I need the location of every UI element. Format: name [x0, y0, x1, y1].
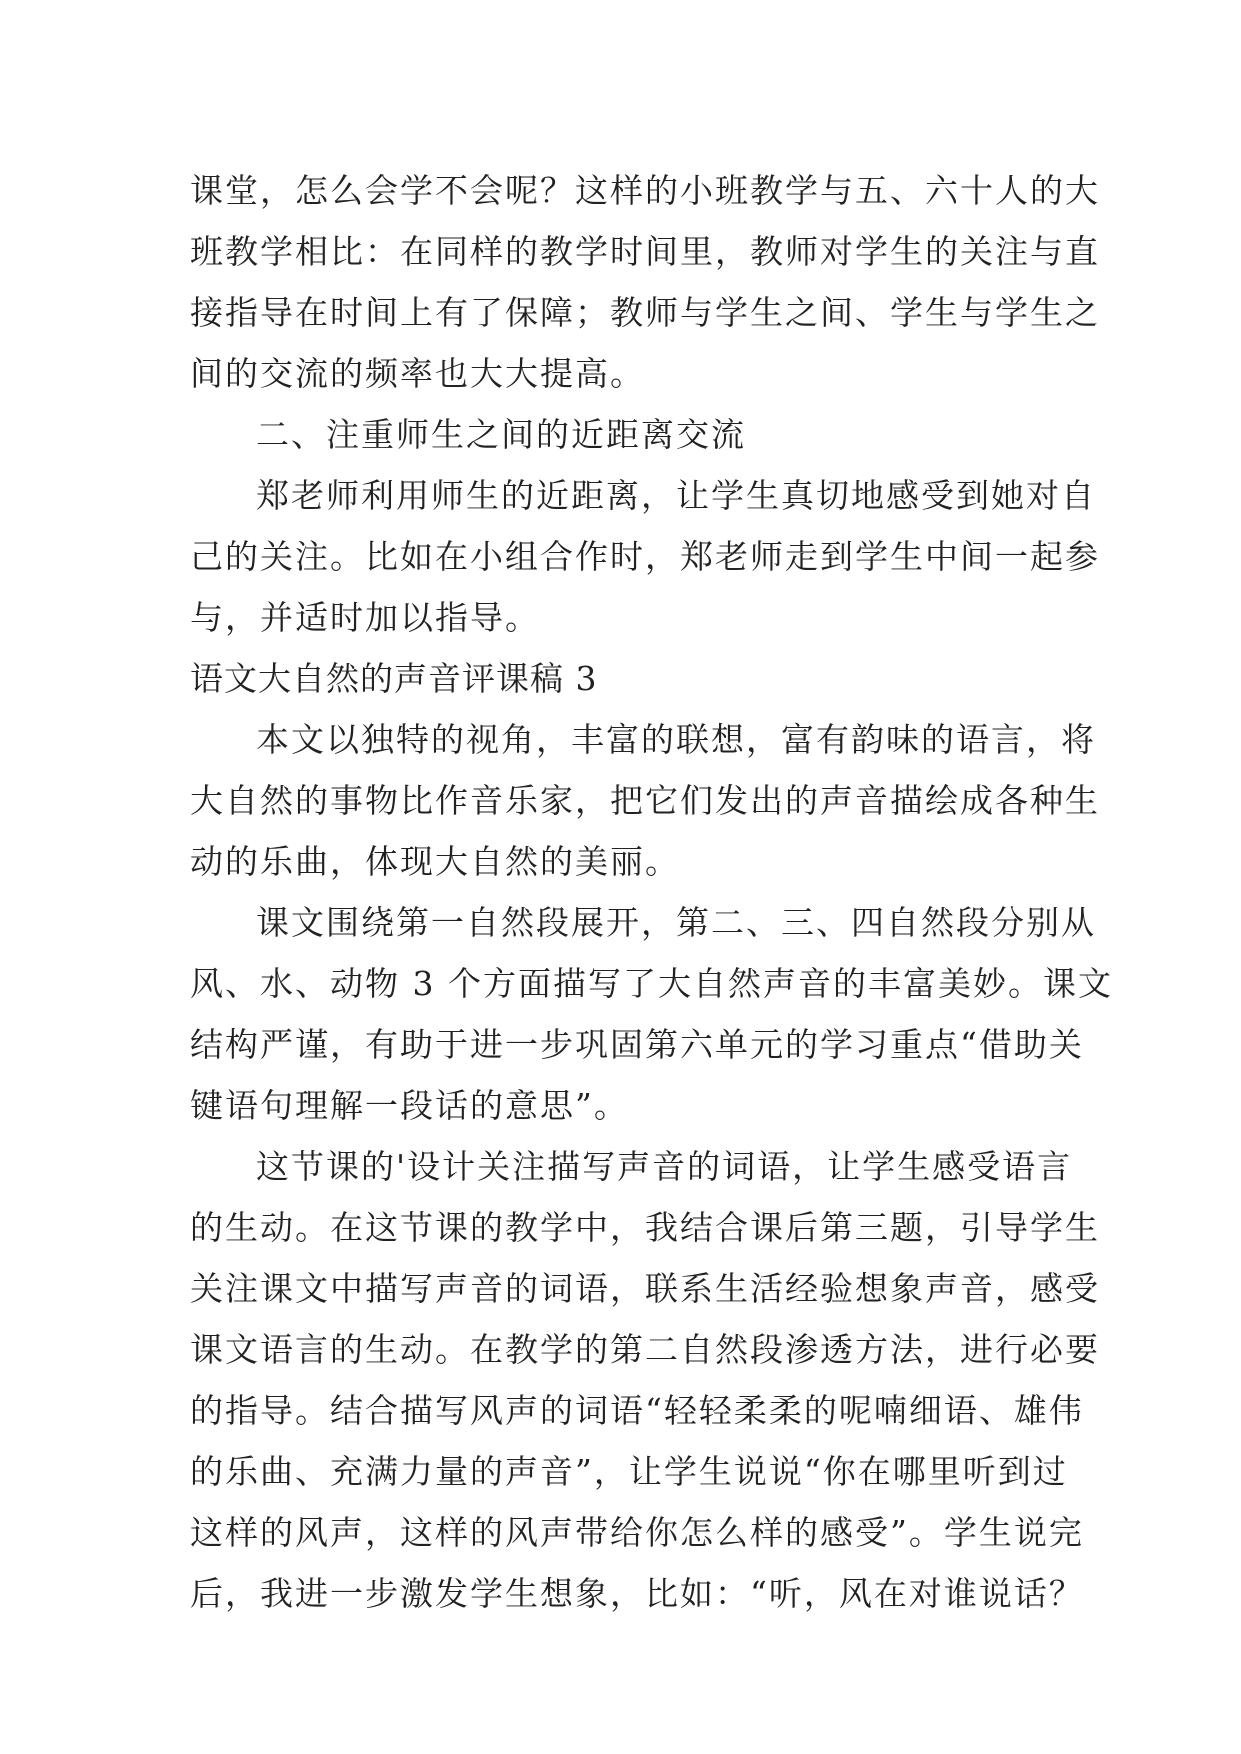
text-line: 结构严谨，有助于进一步巩固第六单元的学习重点“借助关	[190, 1025, 1084, 1064]
document-page	[190, 160, 1113, 1624]
text-line: 接指导在时间上有了保障；教师与学生之间、学生与学生之	[190, 293, 1100, 332]
text-line: 课堂，怎么会学不会呢？这样的小班教学与五、六十人的大	[190, 171, 1100, 210]
text-line: 课文语言的生动。在教学的第二自然段渗透方法，进行必要	[190, 1330, 1100, 1369]
text-line: 班教学相比：在同样的教学时间里，教师对学生的关注与直	[190, 232, 1100, 271]
text-line: 郑老师利用师生的近距离，让学生真切地感受到她对自	[256, 476, 1096, 515]
text-line: 的乐曲、充满力量的声音”，让学生说说“你在哪里听到过	[190, 1452, 1068, 1491]
text-line: 关注课文中描写声音的词语，联系生活经验想象声音，感受	[190, 1269, 1100, 1308]
text-line: 动的乐曲，体现大自然的美丽。	[190, 842, 680, 881]
text-line: 风、水、动物 3 个方面描写了大自然声音的丰富美妙。课文	[190, 964, 1113, 1003]
text-line: 这节课的'设计关注描写声音的词语，让学生感受语言	[256, 1147, 1073, 1186]
text-line: 后，我进一步激发学生想象，比如：“听，风在对谁说话？	[190, 1574, 1084, 1613]
section-heading: 二、注重师生之间的近距离交流	[256, 415, 746, 454]
text-line: 间的交流的频率也大大提高。	[190, 354, 645, 393]
article-title: 语文大自然的声音评课稿 3	[190, 659, 598, 698]
text-line: 大自然的事物比作音乐家，把它们发出的声音描绘成各种生	[190, 781, 1100, 820]
text-line: 键语句理解一段话的意思”。	[190, 1086, 629, 1125]
text-line: 这样的风声，这样的风声带给你怎么样的感受”。学生说完	[190, 1513, 1084, 1552]
text-line: 的生动。在这节课的教学中，我结合课后第三题，引导学生	[190, 1208, 1100, 1247]
text-line: 本文以独特的视角，丰富的联想，富有韵味的语言，将	[256, 720, 1096, 759]
text-line: 的指导。结合描写风声的词语“轻轻柔柔的呢喃细语、雄伟	[190, 1391, 1084, 1430]
text-line: 己的关注。比如在小组合作时，郑老师走到学生中间一起参	[190, 537, 1100, 576]
text-line: 与，并适时加以指导。	[190, 598, 540, 637]
text-line: 课文围绕第一自然段展开，第二、三、四自然段分别从	[256, 903, 1096, 942]
